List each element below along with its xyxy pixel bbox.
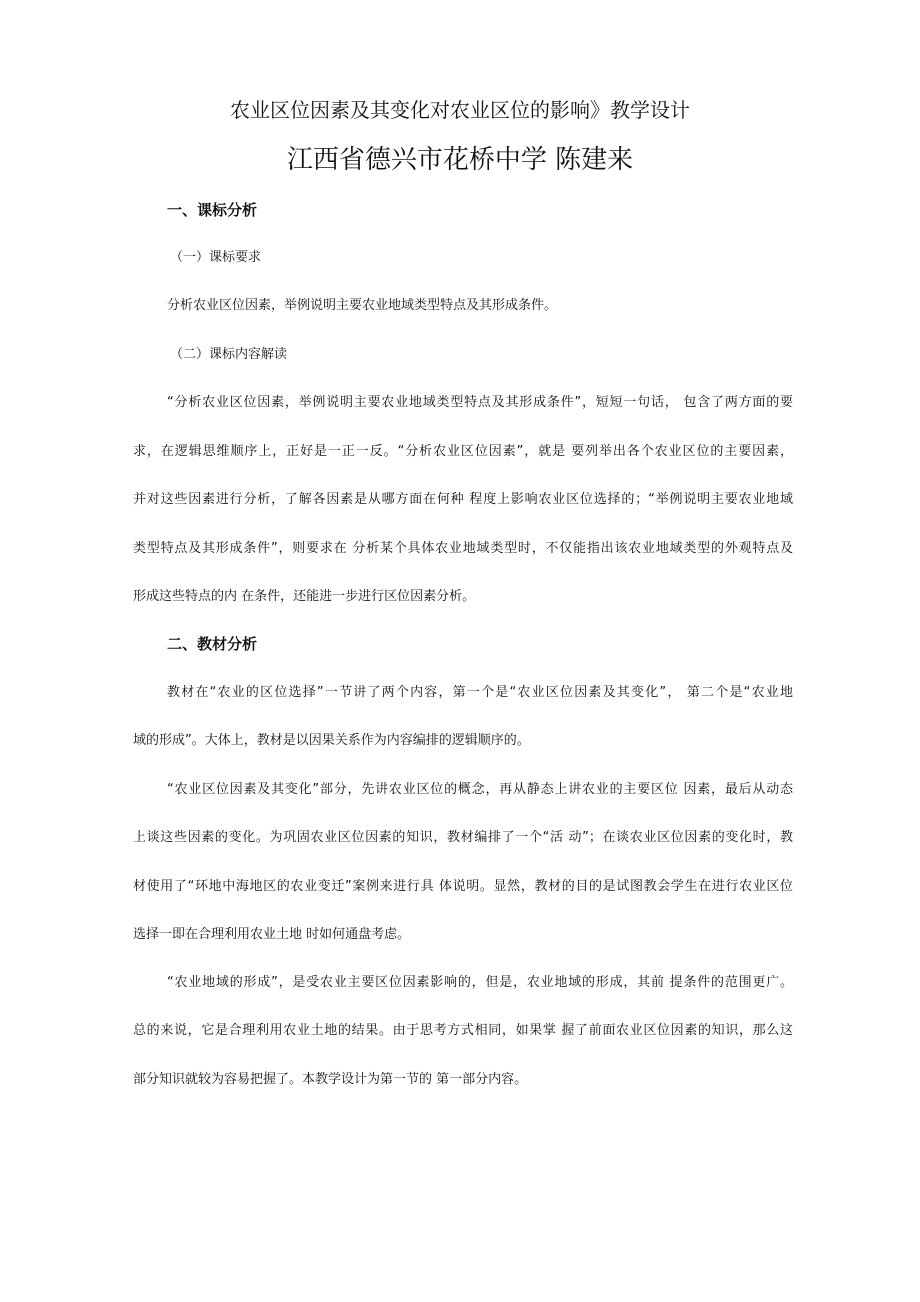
textbook-line: “农业区位因素及其变化”部分，先讲农业区位的概念，再从静态上讲农业的主要区位 因素，最后从动态: [167, 782, 793, 797]
subheading-requirements: （一）课标要求: [170, 250, 262, 265]
interpretation-line: “分析农业区位因素，举例说明主要农业地域类型特点及其形成条件”，短短一句话， 包含了两方面的要: [167, 395, 793, 410]
textbook-line: 总的来说，它是合理利用农业土地的结果。由于思考方式相同，如果掌 握了前面农业区位因素的知识，那么这: [133, 1023, 793, 1038]
interpretation-line: 求，在逻辑思维顺序上，正好是一正一反。“分析农业区位因素”，就是 要列举出各个农业区位的主要因素，: [133, 444, 793, 459]
interpretation-line: 形成这些特点的内 在条件，还能进一步进行区位因素分析。: [133, 589, 476, 604]
textbook-line: 选择一即在合理利用农业土地 时如何通盘考虑。: [133, 927, 411, 942]
requirements-text: 分析农业区位因素，举例说明主要农业地域类型特点及其形成条件。: [167, 298, 558, 313]
interpretation-line: 类型特点及其形成条件”，则要求在 分析某个具体农业地域类型时，不仅能指出该农业地域类型的外观特点及: [133, 541, 793, 556]
textbook-line: 材使用了“环地中海地区的农业变迁”案例来进行具 体说明。显然，教材的目的是试图教会学生在进行农业区位: [133, 879, 793, 894]
subheading-interpretation: （二）课标内容解读: [170, 347, 288, 362]
textbook-line: 教材在“农业的区位选择”一节讲了两个内容，第一个是“农业区位因素及其变化”， 第二个是“农业地: [167, 685, 793, 700]
textbook-line: “农业地域的形成”，是受农业主要区位因素影响的，但是，农业地域的形成，其前 提条件的范围更广。: [167, 975, 793, 990]
textbook-line: 上谈这些因素的变化。为巩固农业区位因素的知识，教材编排了一个“活 动”；在谈农业区位因素的变化时，教: [133, 830, 793, 845]
textbook-line: 域的形成”。大体上，教材是以因果关系作为内容编排的逻辑顺序的。: [133, 733, 530, 748]
document-title: 农业区位因素及其变化对农业区位的影响》教学设计: [230, 98, 690, 122]
author-line: 江西省德兴市花桥中学 陈建来: [286, 145, 634, 175]
textbook-line: 部分知识就较为容易把握了。本教学设计为第一节的 第一部分内容。: [133, 1072, 528, 1087]
section-heading-standards: 一、课标分析: [167, 201, 258, 219]
section-heading-textbook: 二、教材分析: [167, 635, 258, 653]
interpretation-line: 并对这些因素进行分析，了解各因素是从哪方面在何种 程度上影响农业区位选择的；“举例说明主要农业地域: [133, 492, 793, 507]
